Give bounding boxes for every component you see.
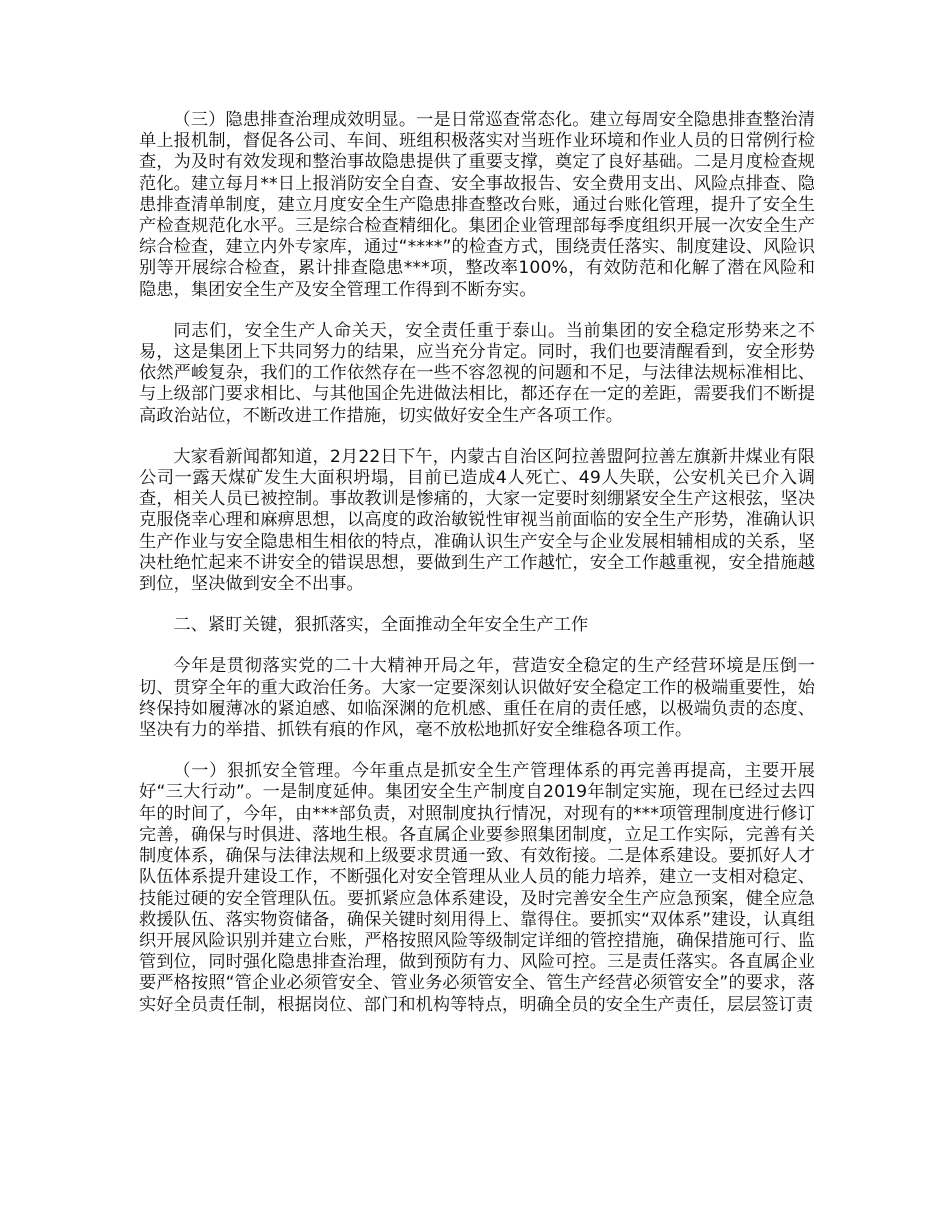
- paragraph-accident-lesson: 大家看新闻都知道，2月22日下午，内蒙古自治区阿拉善盟阿拉善左旗新井煤业有限公司一露天煤矿发生大面积坍塌，目前已造成4人死亡、49人失联，公安机关已介入调查，相关人员已被控制。事故教训是惨痛的，大家一定要时刻绷紧安全生产这根弦，坚决克服侥幸心理和麻痹思想，以高度的政治敏锐性审视当前面临的安全生产形势，准确认识生产作业与安全隐患相生相依的特点，准确认识生产安全与企业发展相辅相成的关系，坚决杜绝忙起来不讲安全的错误思想，要做到生产工作越忙，安全工作越重视，安全措施越到位，坚决做到安全不出事。: [139, 446, 815, 595]
- paragraph-safety-management: （一）狠抓安全管理。今年重点是抓安全生产管理体系的再完善再提高，主要开展好“三大行动”。一是制度延伸。集团安全生产制度自2019年制定实施，现在已经过去四年的时间了，今年，由***部负责，对照制度执行情况，对现有的***项管理制度进行修订完善，确保与时俱进、落地生根。各直属企业要参照集团制度，立足工作实际，完善有关制度体系，确保与法律法规和上级要求贯通一致、有效衔接。二是体系建设。要抓好人才队伍体系提升建设工作，不断强化对安全管理从业人员的能力培养，建立一支相对稳定、技能过硬的安全管理队伍。要抓紧应急体系建设，及时完善安全生产应急预案，健全应急救援队伍、落实物资储备，确保关键时刻用得上、靠得住。要抓实“双体系”建设，认真组织开展风险识别并建立台账，严格按照风险等级制定详细的管控措施，确保措施可行、监管到位，同时强化隐患排查治理，做到预防有力、风险可控。三是责任落实。各直属企业要严格按照“管企业必须管安全、管业务必须管安全、管生产经营必须管安全”的要求，落实好全员责任制，根据岗位、部门和机构等特点，明确全员的安全生产责任，层层签订责: [139, 761, 815, 1015]
- paragraph-annual-task: 今年是贯彻落实党的二十大精神开局之年，营造安全稳定的生产经营环境是压倒一切、贯穿全年的重大政治任务。大家一定要深刻认识做好安全稳定工作的极端重要性，始终保持如履薄冰的紧迫感、如临深渊的危机感、重任在肩的责任感，以极端负责的态度、坚决有力的举措、抓铁有痕的作风，毫不放松地抓好安全维稳各项工作。: [139, 656, 815, 741]
- paragraph-hazard-inspection: （三）隐患排查治理成效明显。一是日常巡查常态化。建立每周安全隐患排查整治清单上报机制，督促各公司、车间、班组积极落实对当班作业环境和作业人员的日常例行检查，为及时有效发现和整治事故隐患提供了重要支撑，奠定了良好基础。二是月度检查规范化。建立每月**日上报消防安全自查、安全事故报告、安全费用支出、风险点排查、隐患排查清单制度，建立月度安全生产隐患排查整改台账，通过台账化管理，提升了安全生产检查规范化水平。三是综合检查精细化。集团企业管理部每季度组织开展一次安全生产综合检查，建立内外专家库，通过“****”的检查方式，围绕责任落实、制度建设、风险识别等开展综合检查，累计排查隐患***项，整改率100%，有效防范和化解了潜在风险和隐患，集团安全生产及安全管理工作得到不断夯实。: [139, 110, 815, 300]
- document-body: [139, 110, 815, 1016]
- paragraph-safety-situation: 同志们，安全生产人命关天，安全责任重于泰山。当前集团的安全稳定形势来之不易，这是集团上下共同努力的结果，应当充分肯定。同时，我们也要清醒看到，安全形势依然严峻复杂，我们的工作依然存在一些不容忽视的问题和不足，与法律法规标准相比、与上级部门要求相比、与其他国企先进做法相比，都还存在一定的差距，需要我们不断提高政治站位，不断改进工作措施，切实做好安全生产各项工作。: [139, 320, 815, 426]
- section-heading-two: 二、紧盯关键，狠抓落实，全面推动全年安全生产工作: [173, 615, 589, 636]
